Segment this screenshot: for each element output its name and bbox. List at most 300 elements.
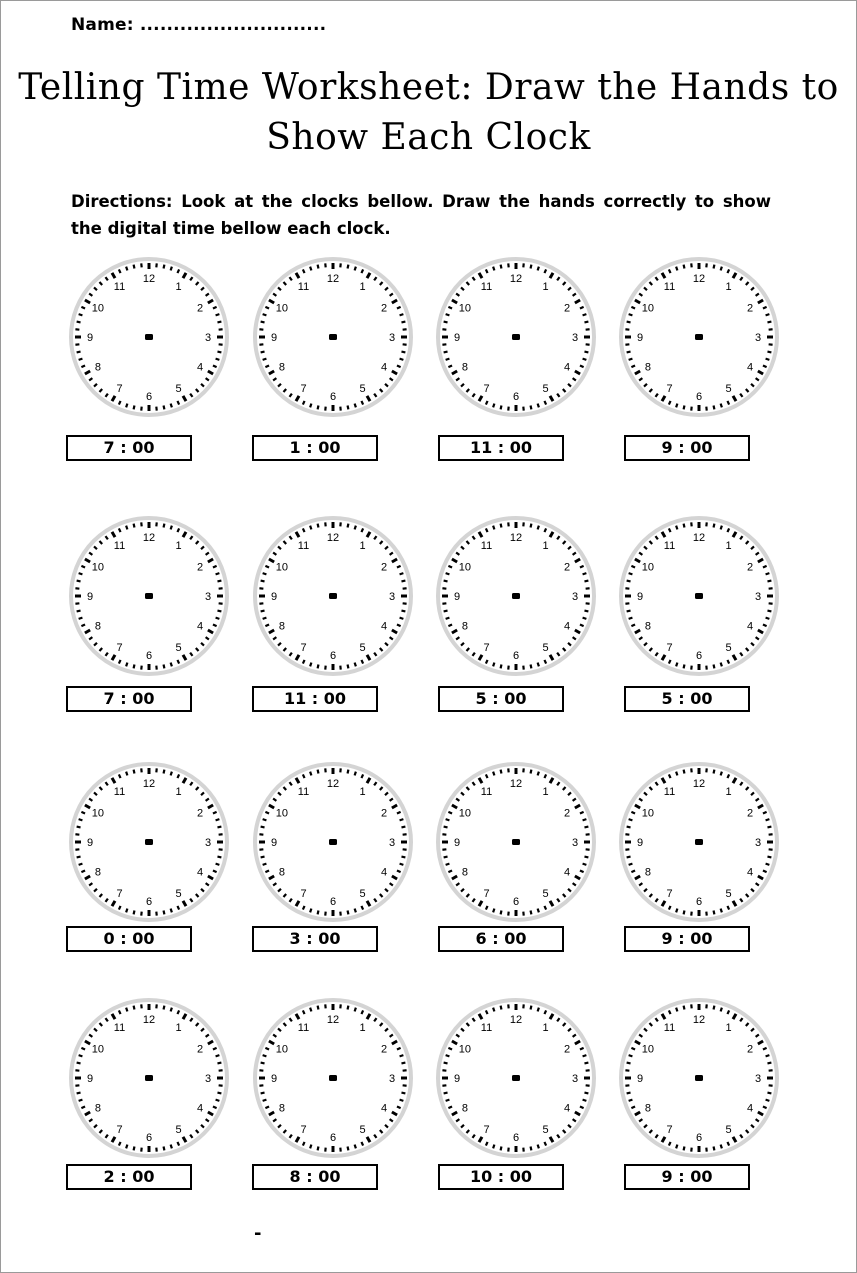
minute-tick xyxy=(213,307,217,309)
minute-tick xyxy=(446,1100,450,1101)
clock-face-icon[interactable] xyxy=(251,760,415,924)
clock-center-dot xyxy=(512,593,520,599)
minute-tick xyxy=(629,618,633,619)
clock-number: 11 xyxy=(297,1021,310,1034)
minute-tick xyxy=(446,819,450,820)
minute-tick xyxy=(538,1145,539,1149)
digital-time-box: 3 : 00 xyxy=(252,926,378,952)
digital-time-box: 11 : 00 xyxy=(252,686,378,712)
minute-tick xyxy=(213,1048,217,1050)
minute-tick xyxy=(766,1100,770,1101)
minute-tick xyxy=(171,267,172,271)
minute-tick xyxy=(580,624,584,626)
clock-number: 12 xyxy=(326,532,340,544)
clock-number: 3 xyxy=(204,1073,212,1085)
minute-tick xyxy=(727,1142,729,1146)
clock-number: 8 xyxy=(461,1102,468,1115)
minute-tick xyxy=(355,1145,356,1149)
minute-tick xyxy=(627,611,631,612)
digital-time-box: 10 : 00 xyxy=(438,1164,564,1190)
minute-tick xyxy=(580,870,584,872)
digital-time-box: 2 : 00 xyxy=(66,1164,192,1190)
clock-center-dot xyxy=(695,334,703,340)
minute-tick xyxy=(81,1106,85,1108)
minute-tick xyxy=(263,819,267,820)
minute-tick xyxy=(216,359,220,360)
minute-tick xyxy=(531,770,532,774)
minute-tick xyxy=(486,1142,488,1146)
clock-face-icon[interactable] xyxy=(617,255,781,419)
minute-tick xyxy=(400,618,404,619)
clock-number: 10 xyxy=(458,561,472,574)
clock-center-dot xyxy=(512,334,520,340)
minute-tick xyxy=(444,611,448,612)
clock-number: 3 xyxy=(204,837,212,849)
clock-number: 2 xyxy=(564,302,571,315)
clock-number: 9 xyxy=(270,332,278,344)
clock-number: 7 xyxy=(300,1124,307,1137)
minute-tick xyxy=(126,1008,127,1012)
minute-tick xyxy=(493,267,494,271)
clock-number: 7 xyxy=(300,642,307,655)
minute-tick xyxy=(448,365,452,367)
minute-tick xyxy=(263,864,267,865)
minute-tick xyxy=(538,909,539,913)
clock-number: 8 xyxy=(644,361,651,374)
minute-tick xyxy=(446,573,450,574)
clock-number: 6 xyxy=(512,896,520,908)
minute-tick xyxy=(355,267,356,271)
minute-tick xyxy=(134,1006,135,1010)
minute-tick xyxy=(669,774,671,778)
minute-tick xyxy=(164,265,165,269)
minute-tick xyxy=(217,322,221,323)
minute-tick xyxy=(303,528,305,532)
minute-tick xyxy=(77,857,81,858)
clock-number: 5 xyxy=(175,888,182,901)
minute-tick xyxy=(265,307,269,309)
clock-face-icon[interactable] xyxy=(67,996,231,1160)
minute-tick xyxy=(669,1010,671,1014)
clock-number: 9 xyxy=(636,591,644,603)
minute-tick xyxy=(265,870,269,872)
clock-number: 12 xyxy=(509,778,523,790)
minute-tick xyxy=(684,524,685,528)
clock-center-dot xyxy=(329,1075,337,1081)
clock-number: 1 xyxy=(175,280,182,293)
minute-tick xyxy=(119,1010,121,1014)
clock-number: 1 xyxy=(359,280,366,293)
clock-number: 1 xyxy=(359,539,366,552)
clock-number: 4 xyxy=(747,866,754,879)
clock-number: 5 xyxy=(175,383,182,396)
clock-number: 10 xyxy=(91,302,105,315)
minute-tick xyxy=(361,269,363,273)
minute-tick xyxy=(177,401,179,405)
minute-tick xyxy=(134,1146,135,1150)
minute-tick xyxy=(318,910,319,914)
clock-number: 11 xyxy=(663,1021,676,1034)
clock-number: 2 xyxy=(197,302,204,315)
minute-tick xyxy=(119,1142,121,1146)
clock-face-icon[interactable] xyxy=(67,760,231,924)
clock-number: 5 xyxy=(542,1124,549,1137)
clock-number: 6 xyxy=(695,650,703,662)
clock-number: 8 xyxy=(94,866,101,879)
clock-number: 2 xyxy=(381,807,388,820)
minute-tick xyxy=(448,1106,452,1108)
clock-number: 8 xyxy=(278,620,285,633)
minute-tick xyxy=(544,1010,546,1014)
minute-tick xyxy=(727,401,729,405)
minute-tick xyxy=(355,663,356,667)
digital-time-box: 8 : 00 xyxy=(252,1164,378,1190)
clock-number: 4 xyxy=(197,1102,204,1115)
clock-number: 8 xyxy=(461,361,468,374)
minute-tick xyxy=(486,906,488,910)
minute-tick xyxy=(580,307,584,309)
clock-face-icon[interactable] xyxy=(617,996,781,1160)
minute-tick xyxy=(400,314,404,315)
minute-tick xyxy=(134,770,135,774)
minute-tick xyxy=(303,1010,305,1014)
digital-time-box: 11 : 00 xyxy=(438,435,564,461)
minute-tick xyxy=(727,660,729,664)
clock-number: 4 xyxy=(747,361,754,374)
clock-face-icon[interactable] xyxy=(67,514,231,678)
minute-tick xyxy=(684,1006,685,1010)
minute-tick xyxy=(684,770,685,774)
minute-tick xyxy=(81,365,85,367)
clock-number: 9 xyxy=(453,837,461,849)
minute-tick xyxy=(134,524,135,528)
clock-number: 1 xyxy=(725,785,732,798)
minute-tick xyxy=(263,314,267,315)
clock-number: 8 xyxy=(94,620,101,633)
minute-tick xyxy=(631,870,635,872)
minute-tick xyxy=(134,910,135,914)
digital-time-box: 9 : 00 xyxy=(624,926,750,952)
minute-tick xyxy=(767,827,771,828)
minute-tick xyxy=(164,1006,165,1010)
minute-tick xyxy=(171,772,172,776)
minute-tick xyxy=(714,524,715,528)
minute-tick xyxy=(348,910,349,914)
clock-number: 6 xyxy=(329,1132,337,1144)
minute-tick xyxy=(318,265,319,269)
minute-tick xyxy=(721,526,722,530)
minute-tick xyxy=(669,906,671,910)
minute-tick xyxy=(318,524,319,528)
clock-number: 3 xyxy=(571,591,579,603)
minute-tick xyxy=(727,528,729,532)
clock-number: 8 xyxy=(644,1102,651,1115)
clock-number: 1 xyxy=(542,785,549,798)
clock-number: 4 xyxy=(747,620,754,633)
minute-tick xyxy=(261,581,265,582)
minute-tick xyxy=(763,624,767,626)
minute-tick xyxy=(79,1100,83,1101)
clock-face-icon[interactable] xyxy=(617,514,781,678)
clock-number: 9 xyxy=(86,1073,94,1085)
minute-tick xyxy=(446,314,450,315)
minute-tick xyxy=(531,524,532,528)
minute-tick xyxy=(126,267,127,271)
minute-tick xyxy=(766,819,770,820)
minute-tick xyxy=(263,1100,267,1101)
minute-tick xyxy=(171,404,172,408)
clock-number: 11 xyxy=(113,539,126,552)
minute-tick xyxy=(81,624,85,626)
minute-tick xyxy=(684,265,685,269)
clock-number: 3 xyxy=(754,1073,762,1085)
clock-number: 5 xyxy=(542,642,549,655)
clock-number: 10 xyxy=(91,561,105,574)
minute-tick xyxy=(400,1100,404,1101)
minute-tick xyxy=(493,909,494,913)
clock-number: 10 xyxy=(91,807,105,820)
clock-number: 11 xyxy=(297,539,310,552)
clock-center-dot xyxy=(512,1075,520,1081)
minute-tick xyxy=(265,365,269,367)
clock-number: 7 xyxy=(300,888,307,901)
minute-tick xyxy=(676,1145,677,1149)
minute-tick xyxy=(400,359,404,360)
minute-tick xyxy=(217,1063,221,1064)
minute-tick xyxy=(493,1008,494,1012)
clock-number: 2 xyxy=(747,1043,754,1056)
clock-number: 7 xyxy=(300,383,307,396)
minute-tick xyxy=(318,770,319,774)
minute-tick xyxy=(348,265,349,269)
minute-tick xyxy=(310,267,311,271)
clock-number: 5 xyxy=(725,642,732,655)
directions-text: Directions: Look at the clocks bellow. Draw the hands correctly to show the digital time bellow each clock. xyxy=(71,192,771,238)
clock-number: 10 xyxy=(275,302,289,315)
minute-tick xyxy=(767,1063,771,1064)
clock-number: 6 xyxy=(329,391,337,403)
minute-tick xyxy=(446,1055,450,1056)
minute-tick xyxy=(583,819,587,820)
minute-tick xyxy=(303,401,305,405)
clock-number: 9 xyxy=(636,332,644,344)
minute-tick xyxy=(631,624,635,626)
minute-tick xyxy=(119,269,121,273)
clock-face-icon[interactable] xyxy=(434,514,598,678)
clock-face-icon[interactable] xyxy=(67,255,231,419)
clock-number: 7 xyxy=(666,383,673,396)
minute-tick xyxy=(444,352,448,353)
clock-number: 6 xyxy=(145,896,153,908)
clock-number: 2 xyxy=(197,561,204,574)
clock-number: 12 xyxy=(142,532,156,544)
minute-tick xyxy=(355,772,356,776)
clock-number: 8 xyxy=(278,361,285,374)
clock-number: 9 xyxy=(86,837,94,849)
minute-tick xyxy=(401,581,405,582)
clock-number: 7 xyxy=(483,642,490,655)
minute-tick xyxy=(714,910,715,914)
clock-number: 11 xyxy=(480,1021,493,1034)
clock-number: 9 xyxy=(270,1073,278,1085)
clock-number: 10 xyxy=(91,1043,105,1056)
minute-tick xyxy=(119,906,121,910)
minute-tick xyxy=(486,401,488,405)
clock-number: 3 xyxy=(754,837,762,849)
minute-tick xyxy=(361,660,363,664)
clock-face-icon[interactable] xyxy=(434,255,598,419)
minute-tick xyxy=(580,812,584,814)
minute-tick xyxy=(397,870,401,872)
minute-tick xyxy=(444,322,448,323)
clock-number: 4 xyxy=(747,1102,754,1115)
digital-time-box: 5 : 00 xyxy=(438,686,564,712)
minute-tick xyxy=(669,269,671,273)
minute-tick xyxy=(767,322,771,323)
clock-number: 2 xyxy=(197,1043,204,1056)
clock-number: 11 xyxy=(663,785,676,798)
minute-tick xyxy=(448,812,452,814)
minute-tick xyxy=(444,581,448,582)
minute-tick xyxy=(727,774,729,778)
clock-number: 11 xyxy=(480,280,493,293)
minute-tick xyxy=(676,909,677,913)
minute-tick xyxy=(355,526,356,530)
minute-tick xyxy=(77,1063,81,1064)
minute-tick xyxy=(669,1142,671,1146)
minute-tick xyxy=(177,528,179,532)
minute-tick xyxy=(397,812,401,814)
digital-time-box: 0 : 00 xyxy=(66,926,192,952)
minute-tick xyxy=(627,1093,631,1094)
minute-tick xyxy=(77,827,81,828)
minute-tick xyxy=(631,365,635,367)
clock-face-icon[interactable] xyxy=(434,996,598,1160)
clock-center-dot xyxy=(329,334,337,340)
minute-tick xyxy=(263,359,267,360)
clock-number: 10 xyxy=(641,561,655,574)
minute-tick xyxy=(493,404,494,408)
name-field[interactable]: Name: ............................ xyxy=(71,15,327,35)
minute-tick xyxy=(676,267,677,271)
clock-number: 4 xyxy=(197,620,204,633)
clock-number: 7 xyxy=(483,1124,490,1137)
clock-number: 12 xyxy=(692,778,706,790)
minute-tick xyxy=(727,906,729,910)
clock-number: 5 xyxy=(542,383,549,396)
minute-tick xyxy=(493,1145,494,1149)
minute-tick xyxy=(119,660,121,664)
minute-tick xyxy=(171,1008,172,1012)
minute-tick xyxy=(261,611,265,612)
clock-number: 10 xyxy=(275,807,289,820)
clock-face-icon[interactable] xyxy=(251,514,415,678)
minute-tick xyxy=(397,1106,401,1108)
minute-tick xyxy=(77,611,81,612)
minute-tick xyxy=(171,526,172,530)
clock-number: 4 xyxy=(564,361,571,374)
minute-tick xyxy=(763,812,767,814)
minute-tick xyxy=(544,774,546,778)
minute-tick xyxy=(544,660,546,664)
minute-tick xyxy=(631,812,635,814)
clock-number: 7 xyxy=(666,1124,673,1137)
clock-face-icon[interactable] xyxy=(434,760,598,924)
clock-number: 6 xyxy=(695,896,703,908)
minute-tick xyxy=(446,864,450,865)
minute-tick xyxy=(763,365,767,367)
minute-tick xyxy=(318,1146,319,1150)
minute-tick xyxy=(629,573,633,574)
clock-number: 12 xyxy=(509,1014,523,1026)
minute-tick xyxy=(318,664,319,668)
page-title xyxy=(1,63,856,163)
minute-tick xyxy=(767,611,771,612)
minute-tick xyxy=(81,566,85,568)
minute-tick xyxy=(531,265,532,269)
minute-tick xyxy=(361,906,363,910)
minute-tick xyxy=(766,1055,770,1056)
clock-face-icon[interactable] xyxy=(251,996,415,1160)
minute-tick xyxy=(126,663,127,667)
clock-number: 4 xyxy=(564,1102,571,1115)
minute-tick xyxy=(627,322,631,323)
minute-tick xyxy=(580,1048,584,1050)
minute-tick xyxy=(684,910,685,914)
minute-tick xyxy=(676,772,677,776)
clock-face-icon[interactable] xyxy=(251,255,415,419)
minute-tick xyxy=(448,1048,452,1050)
minute-tick xyxy=(721,1008,722,1012)
clock-center-dot xyxy=(329,839,337,845)
minute-tick xyxy=(401,611,405,612)
minute-tick xyxy=(263,618,267,619)
minute-tick xyxy=(310,909,311,913)
clock-number: 1 xyxy=(725,1021,732,1034)
clock-number: 11 xyxy=(297,280,310,293)
minute-tick xyxy=(584,827,588,828)
minute-tick xyxy=(303,1142,305,1146)
clock-number: 8 xyxy=(278,866,285,879)
minute-tick xyxy=(584,1093,588,1094)
minute-tick xyxy=(126,526,127,530)
minute-tick xyxy=(544,401,546,405)
minute-tick xyxy=(213,566,217,568)
minute-tick xyxy=(303,269,305,273)
minute-tick xyxy=(538,526,539,530)
minute-tick xyxy=(493,772,494,776)
minute-tick xyxy=(361,528,363,532)
clock-number: 7 xyxy=(116,642,123,655)
minute-tick xyxy=(397,307,401,309)
minute-tick xyxy=(583,359,587,360)
minute-tick xyxy=(721,772,722,776)
clock-number: 6 xyxy=(695,1132,703,1144)
clock-number: 3 xyxy=(571,332,579,344)
clock-face-icon[interactable] xyxy=(617,760,781,924)
minute-tick xyxy=(676,663,677,667)
minute-tick xyxy=(727,1010,729,1014)
clock-number: 7 xyxy=(116,888,123,901)
clock-number: 7 xyxy=(666,888,673,901)
minute-tick xyxy=(684,664,685,668)
minute-tick xyxy=(310,1145,311,1149)
clock-number: 3 xyxy=(754,591,762,603)
minute-tick xyxy=(501,770,502,774)
clock-number: 10 xyxy=(641,807,655,820)
minute-tick xyxy=(580,1106,584,1108)
clock-number: 3 xyxy=(388,591,396,603)
